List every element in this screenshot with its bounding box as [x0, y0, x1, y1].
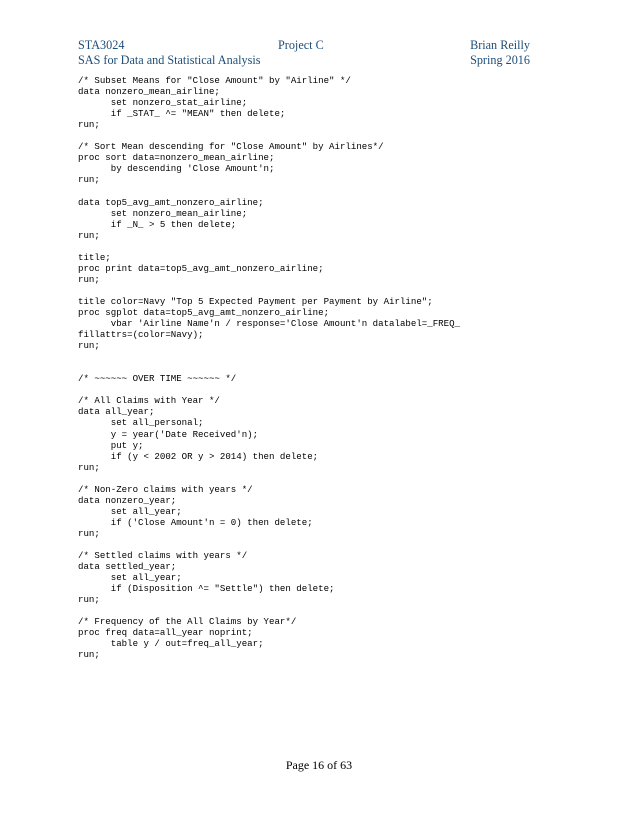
code-line: /* All Claims with Year */ [78, 395, 220, 407]
code-line: if _STAT_ ^= "MEAN" then delete; [78, 108, 286, 120]
page-number: Page 16 of 63 [285, 758, 353, 772]
header-row-top [78, 38, 530, 53]
code-line: run; [78, 174, 100, 186]
code-line: y = year('Date Received'n); [78, 428, 259, 440]
code-line: /* ~~~~~~ OVER TIME ~~~~~~ */ [78, 373, 237, 385]
code-line: run; [78, 649, 100, 661]
code-line: if ('Close Amount'n = 0) then delete; [78, 516, 313, 528]
code-line: set all_year; [78, 572, 182, 584]
code-line: set nonzero_stat_airline; [78, 97, 248, 109]
code-line: run; [78, 461, 100, 473]
code-line: by descending 'Close Amount'n; [78, 163, 275, 175]
code-line: /* Subset Means for "Close Amount" by "Airline" */ [78, 75, 351, 86]
code-line: set all_year; [78, 505, 182, 517]
code-line: title color=Navy "Top 5 Expected Payment per Payment by Airline"; [78, 295, 433, 307]
page-footer [0, 758, 638, 773]
header-course: STA3024 [78, 38, 125, 52]
code-line: run; [78, 527, 100, 539]
page-header [78, 38, 530, 72]
header-term: Spring 2016 [470, 53, 530, 67]
code-line: data nonzero_year; [78, 494, 177, 506]
code-line [78, 351, 548, 362]
code-line: /* Sort Mean descending for "Close Amount" by Airlines*/ [78, 141, 384, 153]
code-line: if (y < 2002 OR y > 2014) then delete; [78, 450, 319, 462]
sas-code-block [78, 75, 548, 660]
code-line [78, 362, 548, 373]
code-line [78, 605, 548, 616]
code-line: /* Non-Zero claims with years */ [78, 483, 253, 495]
code-line: data settled_year; [78, 561, 177, 573]
header-course-name: SAS for Data and Statistical Analysis [78, 53, 261, 67]
header-row-bottom [78, 53, 530, 68]
code-line [78, 384, 548, 395]
code-line: run; [78, 119, 100, 131]
code-line: if (Disposition ^= "Settle") then delete; [78, 583, 335, 595]
header-project: Project C [278, 38, 324, 52]
code-line: title; [78, 251, 111, 263]
code-line: if _N_ > 5 then delete; [78, 218, 237, 230]
code-line: put y; [78, 439, 144, 451]
code-line: run; [78, 340, 100, 352]
code-line [78, 473, 548, 484]
code-line: proc sort data=nonzero_mean_airline; [78, 152, 275, 164]
code-line: set all_personal; [78, 417, 204, 429]
code-line: proc print data=top5_avg_amt_nonzero_airline; [78, 262, 324, 274]
code-line: /* Settled claims with years */ [78, 550, 248, 562]
code-line: /* Frequency of the All Claims by Year*/ [78, 616, 297, 628]
code-line: data all_year; [78, 406, 155, 418]
code-line: table y / out=freq_all_year; [78, 638, 264, 650]
code-line: run; [78, 594, 100, 606]
code-line [78, 185, 548, 196]
code-line: proc freq data=all_year noprint; [78, 627, 253, 639]
code-line: data nonzero_mean_airline; [78, 86, 220, 98]
code-line [78, 285, 548, 296]
code-line: vbar 'Airline Name'n / response='Close Amount'n datalabel=_FREQ_ [78, 318, 460, 330]
code-line [78, 241, 548, 252]
code-line: data top5_avg_amt_nonzero_airline; [78, 196, 264, 208]
code-line: run; [78, 273, 100, 285]
code-line: set nonzero_mean_airline; [78, 207, 248, 219]
code-line: run; [78, 229, 100, 241]
code-line [78, 539, 548, 550]
code-line [78, 130, 548, 141]
code-line: proc sgplot data=top5_avg_amt_nonzero_airline; [78, 306, 330, 318]
code-line: fillattrs=(color=Navy); [78, 329, 204, 341]
header-author: Brian Reilly [470, 38, 530, 52]
